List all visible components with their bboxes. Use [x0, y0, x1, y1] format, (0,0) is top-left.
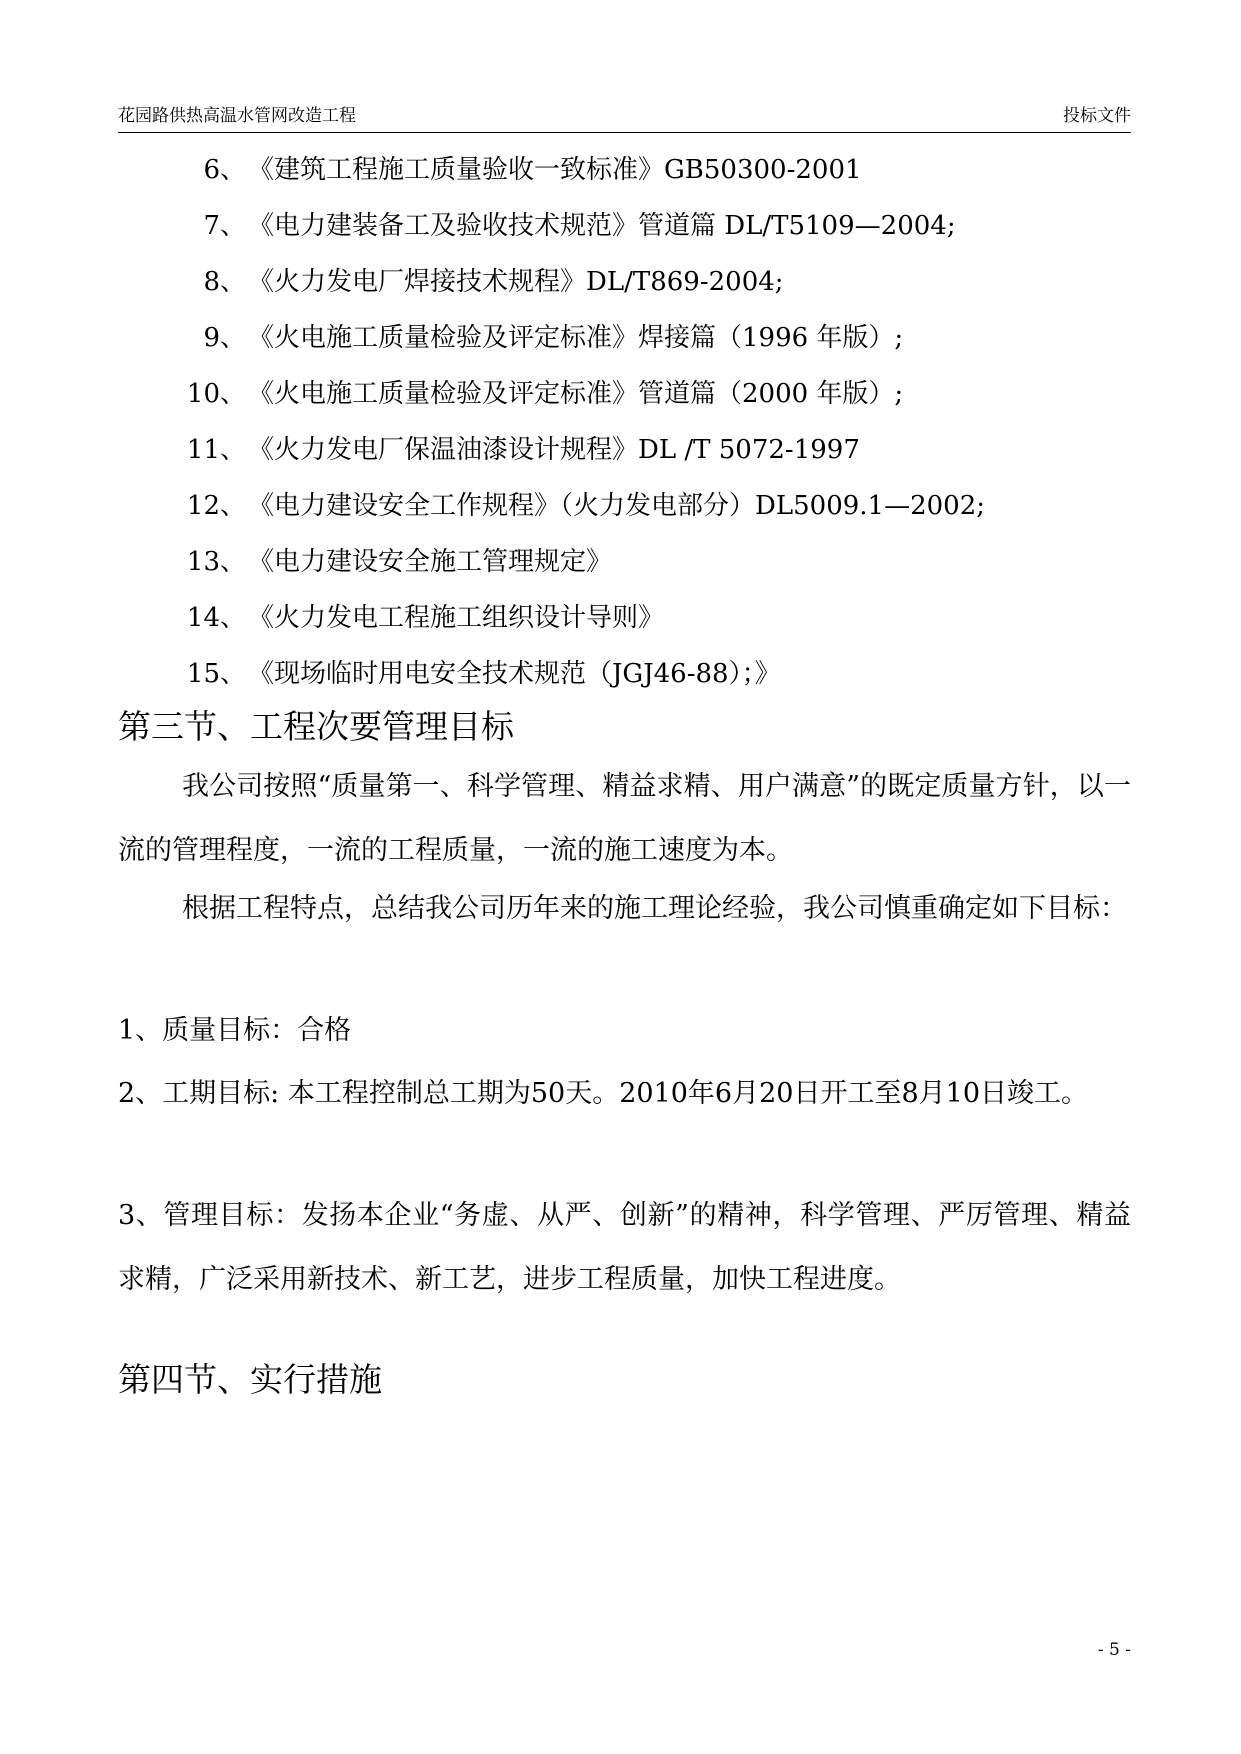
reference-item: [180, 432, 860, 468]
reference-text: 《火力发电厂焊接技术规程》DL/T869-2004;: [248, 267, 784, 297]
reference-text: 《建筑工程施工质量验收一致标准》GB50300-2001: [248, 155, 862, 185]
reference-item: [180, 264, 784, 300]
reference-text: 《火力发电厂保温油漆设计规程》DL /T 5072-1997: [248, 435, 860, 465]
goal-quality: 1、质量目标：合格: [118, 1015, 352, 1046]
goal-management: 3、管理目标：发扬本企业“务虚、从严、创新”的精神，科学管理、严厉管理、精益求精，广泛采用新技术、新工艺，进步工程质量，加快工程进度。: [118, 1200, 1131, 1295]
reference-item: [180, 544, 612, 580]
reference-item: [180, 656, 781, 692]
reference-number: 12、: [186, 491, 246, 521]
reference-item: [180, 208, 956, 244]
reference-text: 《电力建设安全工作规程》（火力发电部分）DL5009.1—2002;: [248, 491, 986, 521]
goal-schedule: 2、工期目标: 本工程控制总工期为50天。2010年6月20日开工至8月10日竣工。: [118, 1078, 1088, 1109]
reference-number: 11、: [186, 435, 246, 465]
reference-text: 《电力建装备工及验收技术规范》管道篇 DL/T5109—2004;: [248, 211, 956, 241]
header-project-title: 花园路供热高温水管网改造工程: [118, 106, 356, 126]
reference-number: 7、: [203, 211, 246, 241]
section-4-title: 第四节、实行措施: [118, 1360, 382, 1399]
reference-item: [180, 600, 664, 636]
reference-item: [180, 488, 985, 524]
reference-number: 6、: [203, 155, 246, 185]
reference-item: [180, 320, 903, 356]
section-3-paragraph-2: 根据工程特点，总结我公司历年来的施工理论经验，我公司慎重确定如下目标：: [182, 893, 1127, 924]
reference-number: 8、: [203, 267, 246, 297]
reference-number: 9、: [203, 323, 246, 353]
reference-number: 14、: [186, 603, 246, 633]
reference-text: 《现场临时用电安全技术规范（JGJ46-88）；》: [248, 659, 781, 689]
reference-text: 《火电施工质量检验及评定标准》焊接篇（1996 年版）;: [248, 323, 904, 353]
page-header: [118, 100, 1131, 133]
section-3-paragraph-1: 我公司按照“质量第一、科学管理、精益求精、用户满意”的既定质量方针，以一流的管理程度，一流的工程质量，一流的施工速度为本。: [118, 771, 1131, 866]
header-doc-type: 投标文件: [1063, 106, 1131, 126]
reference-text: 《电力建设安全施工管理规定》: [248, 547, 613, 577]
reference-number: 15、: [186, 659, 246, 689]
reference-number: 13、: [186, 547, 246, 577]
page-number: - 5 -: [1097, 1640, 1131, 1660]
reference-text: 《火力发电工程施工组织设计导则》: [248, 603, 665, 633]
reference-text: 《火电施工质量检验及评定标准》管道篇（2000 年版）;: [248, 379, 904, 409]
reference-item: [180, 376, 903, 412]
reference-number: 10、: [186, 379, 246, 409]
section-3-title: 第三节、工程次要管理目标: [118, 707, 514, 746]
reference-item: [180, 152, 862, 188]
